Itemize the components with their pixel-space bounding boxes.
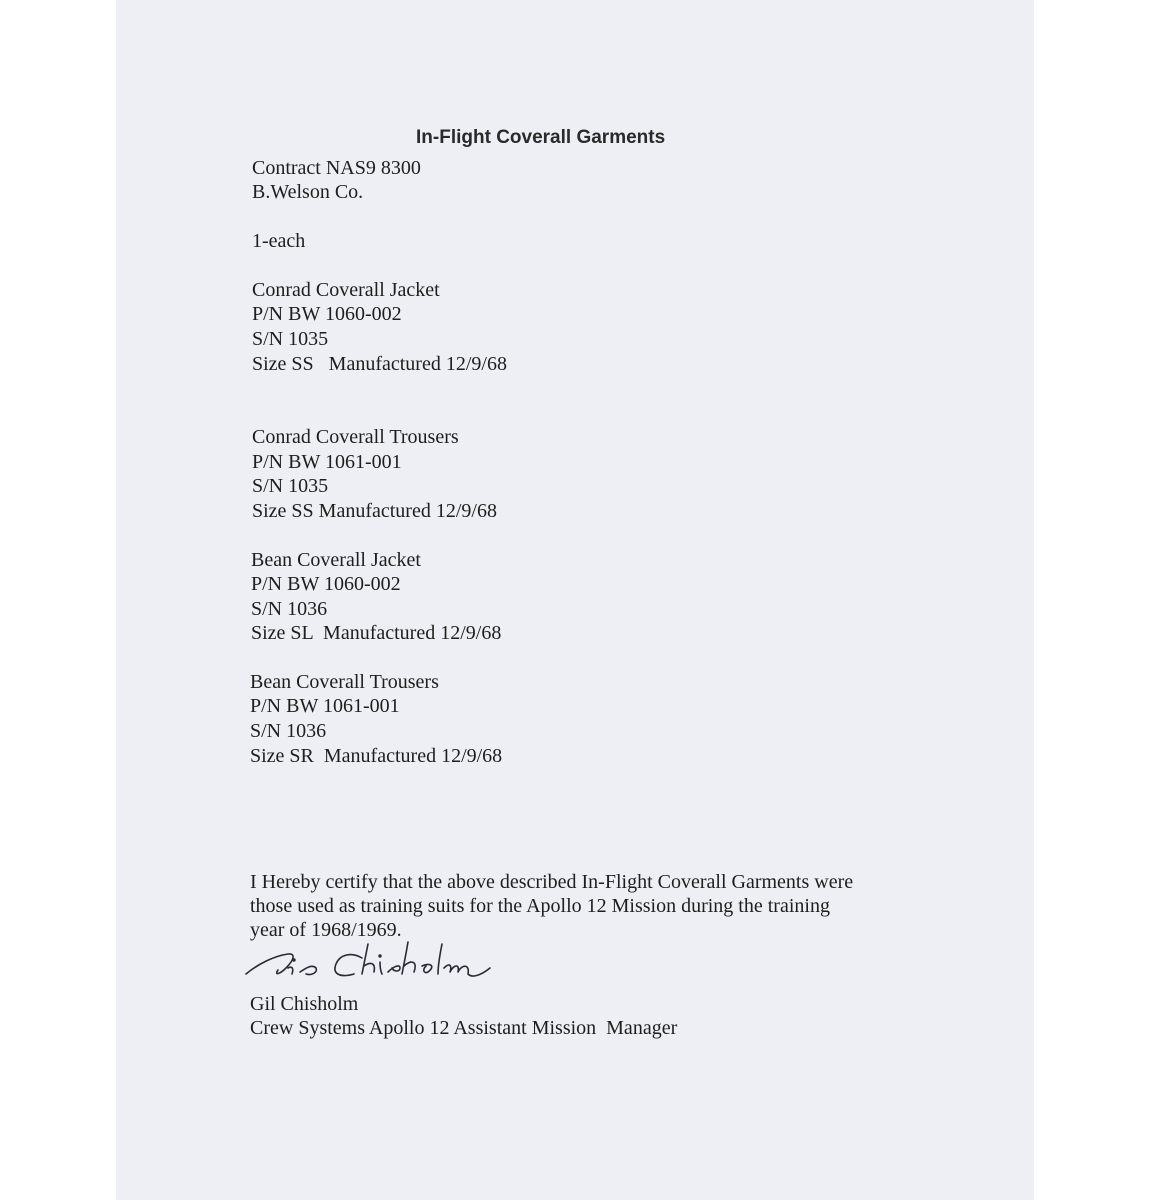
signer-title: Crew Systems Apollo 12 Assistant Mission Manager — [250, 1017, 678, 1039]
quantity: 1-each — [252, 230, 306, 252]
item-size-manufactured: Size SS Manufactured 12/9/68 — [252, 353, 507, 375]
item-part-number: P/N BW 1060-002 — [252, 303, 402, 325]
certification-line: I Hereby certify that the above described In-Flight Coverall Garments were — [250, 871, 854, 893]
item-part-number: P/N BW 1060-002 — [251, 573, 401, 595]
item-part-number: P/N BW 1061-001 — [250, 695, 400, 717]
item-name: Conrad Coverall Jacket — [252, 279, 440, 301]
contract-number: Contract NAS9 8300 — [252, 157, 421, 179]
certification-line: year of 1968/1969. — [250, 919, 402, 941]
document-page — [116, 0, 1034, 1200]
item-name: Conrad Coverall Trousers — [252, 426, 459, 448]
item-serial-number: S/N 1035 — [252, 475, 329, 497]
item-part-number: P/N BW 1061-001 — [252, 451, 402, 473]
item-size-manufactured: Size SR Manufactured 12/9/68 — [250, 745, 503, 767]
document-title: In-Flight Coverall Garments — [416, 127, 666, 148]
item-serial-number: S/N 1036 — [251, 598, 328, 620]
signer-name: Gil Chisholm — [250, 993, 359, 1015]
item-serial-number: S/N 1036 — [250, 720, 327, 742]
company-name: B.Welson Co. — [252, 181, 364, 203]
item-name: Bean Coverall Jacket — [251, 549, 421, 571]
item-size-manufactured: Size SL Manufactured 12/9/68 — [251, 622, 502, 644]
item-name: Bean Coverall Trousers — [250, 671, 439, 693]
certification-line: those used as training suits for the Apollo 12 Mission during the training — [250, 895, 830, 917]
item-size-manufactured: Size SS Manufactured 12/9/68 — [252, 500, 497, 522]
item-serial-number: S/N 1035 — [252, 328, 329, 350]
